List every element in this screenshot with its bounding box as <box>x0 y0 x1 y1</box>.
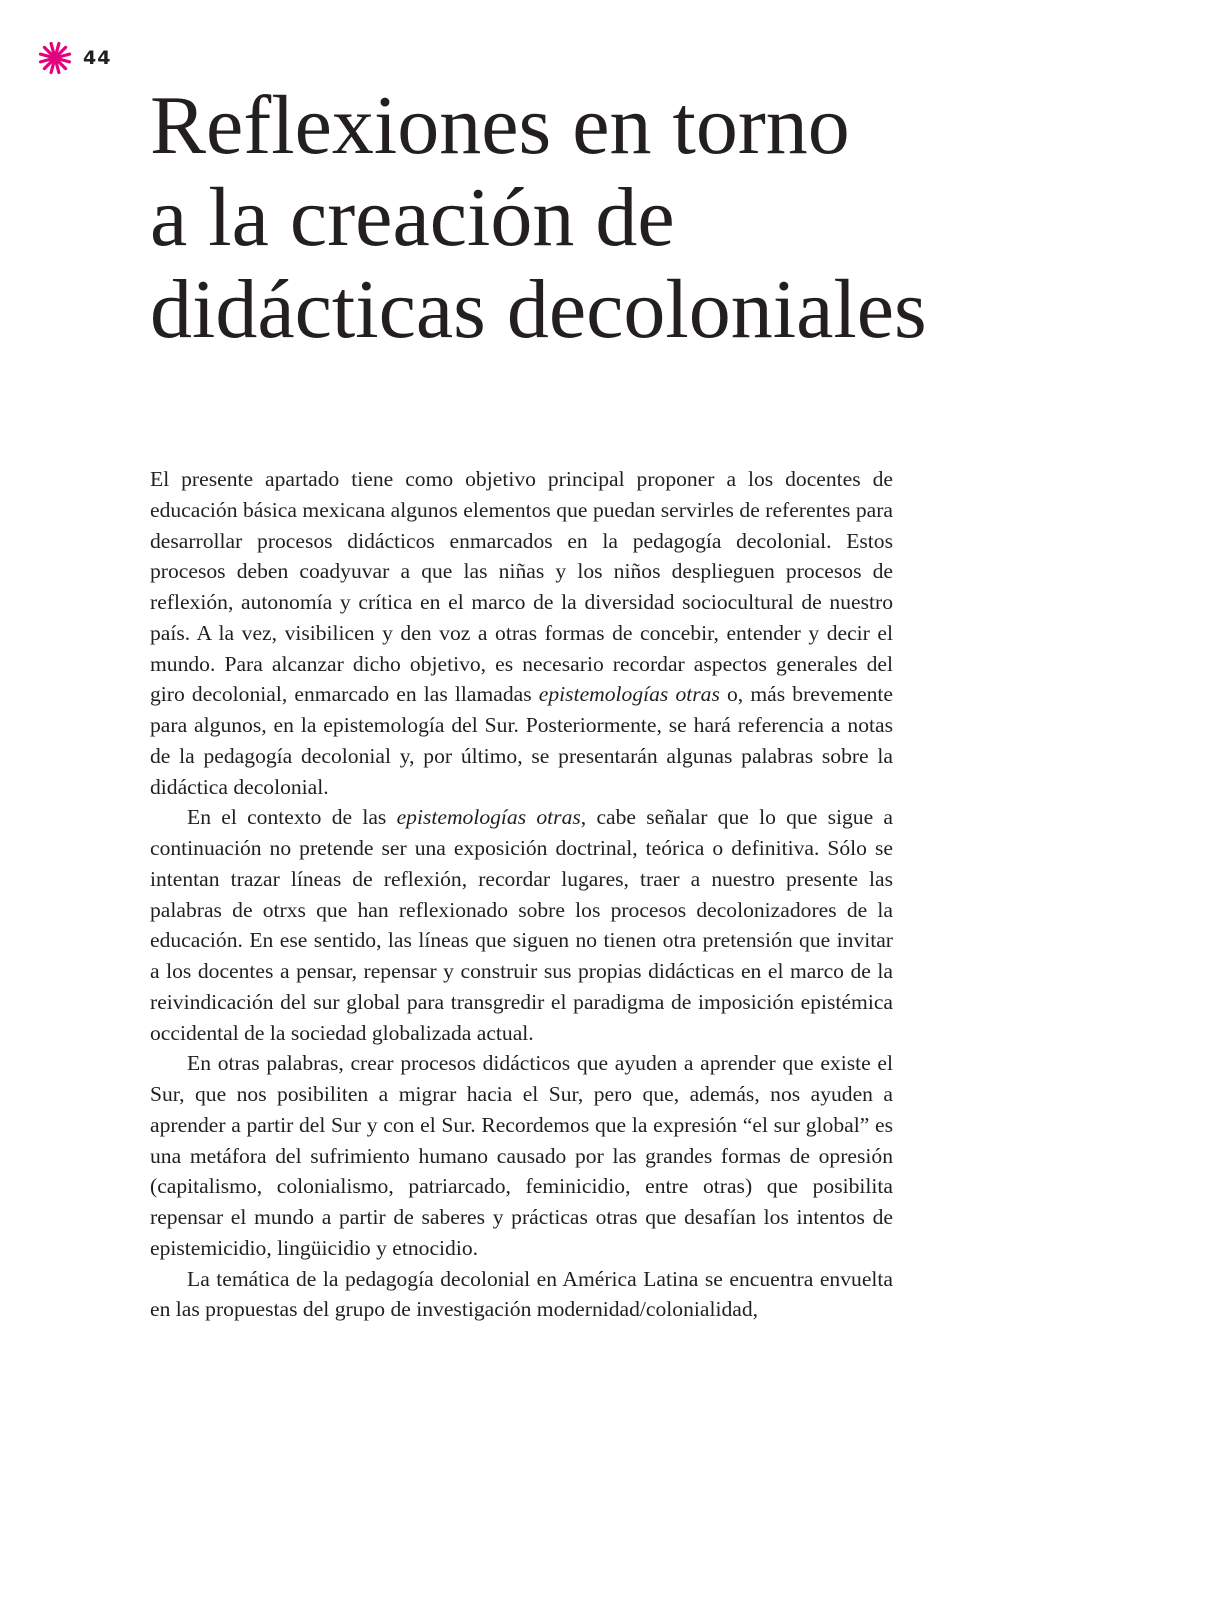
asterisk-icon <box>37 40 73 76</box>
text-run: En otras palabras, crear procesos didácticos que ayuden a aprender que existe el Sur, que nos posibiliten a migrar hacia el Sur, pero que, además, nos ayuden a aprender a partir del Sur y con el Sur. Recordemos que la expresión “el sur global” es una metáfora del sufrimiento humano causado por las grandes formas de opresión (capitalismo, colonialismo, patriarcado, feminicidio, entre otras) que posibilita repensar el mundo a partir de saberes y prácticas otras que desafían los intentos de epistemicidio, lingüicidio y etnocidio. <box>150 1051 893 1260</box>
paragraph <box>150 1264 893 1326</box>
text-run: En el contexto de las <box>187 805 397 830</box>
italic-term: epistemologías otras <box>396 805 581 830</box>
body-text <box>150 464 893 1325</box>
chapter-title <box>150 80 1150 356</box>
paragraph <box>150 802 893 1048</box>
title-line: a la creación de <box>150 171 675 264</box>
text-run: o, más brevemente para algunos, en la epistemología del Sur. Posteriormente, se hará referencia a notas de la pedagogía decolonial y, por último, se presentarán algunas palabras sobre la didáctica decolonial. <box>150 682 893 799</box>
page-header <box>37 40 111 76</box>
text-run: La temática de la pedagogía decolonial en América Latina se encuentra envuelta en las propuestas del grupo de investigación modernidad/colonialidad, <box>150 1266 893 1322</box>
text-run: El presente apartado tiene como objetivo principal proponer a los docentes de educación básica mexicana algunos elementos que puedan servirles de referentes para desarrollar procesos didácticos enmarcados en la pedagogía decolonial. Estos procesos deben coadyuvar a que las niñas y los niños desplieguen procesos de reflexión, autonomía y crítica en el marco de la diversidad sociocultural de nuestro país. A la vez, visibilicen y den voz a otras formas de concebir, entender y decir el mundo. Para alcanzar dicho objetivo, es necesario recordar aspectos generales del giro decolonial, enmarcado en las llamadas <box>150 467 893 707</box>
text-run: , cabe señalar que lo que sigue a continuación no pretende ser una exposición doctrinal, teórica o definitiva. Sólo se intentan trazar líneas de reflexión, recordar lugares, traer a nuestro presente las palabras de otrxs que han reflexionado sobre los procesos decolonizadores de la educación. En ese sentido, las líneas que siguen no tienen otra pretensión que invitar a los docentes a pensar, repensar y construir sus propias didácticas en el marco de la reivindicación del sur global para transgredir el paradigma de imposición epistémica occidental de la sociedad globalizada actual. <box>150 805 893 1045</box>
title-line: didácticas decoloniales <box>150 263 927 356</box>
page-number: 44 <box>83 47 112 69</box>
paragraph <box>150 1048 893 1263</box>
title-line: Reflexiones en torno <box>150 79 850 172</box>
paragraph <box>150 464 893 802</box>
italic-term: epistemologías otras <box>538 682 720 707</box>
